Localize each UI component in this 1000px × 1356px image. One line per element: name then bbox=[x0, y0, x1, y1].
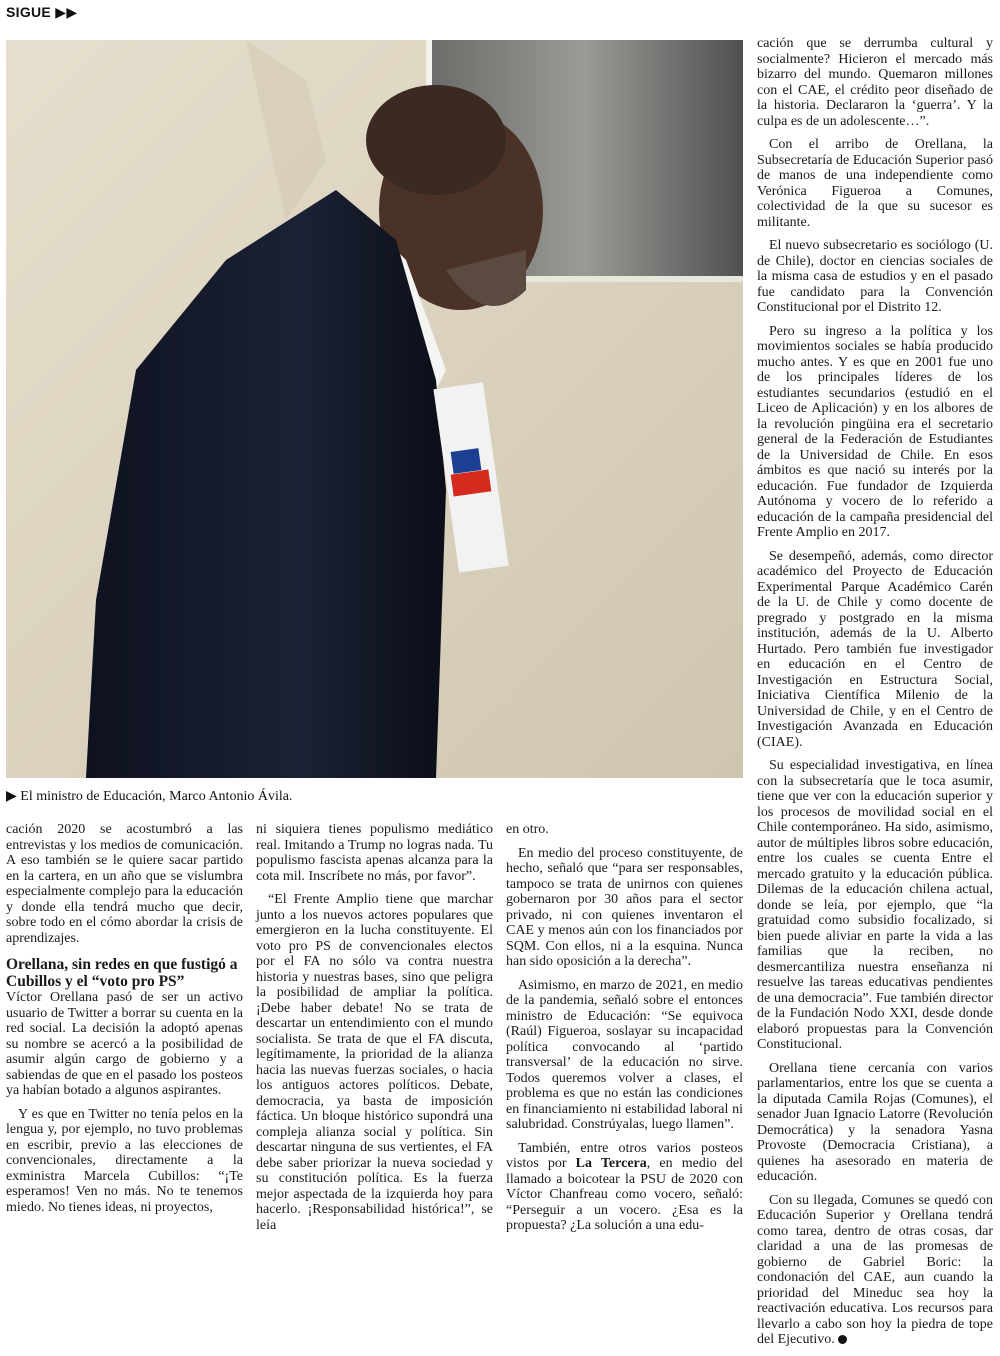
subheading: Orellana, sin redes en que fustigó a Cubillos y el “voto pro PS” bbox=[6, 956, 238, 990]
paragraph bbox=[757, 1193, 993, 1348]
article-column-2 bbox=[256, 822, 493, 1241]
paragraph: Asimismo, en marzo de 2021, en medio de la pandemia, señaló sobre el entonces ministro de Educación: “Se equivoca (Raúl) Figueroa, soslayar su incapacidad política convocando al ‘partido transversal’ de la educación no sirve. Todos queremos volver a clases, el problema es que no están las condiciones en financiamiento ni estabilidad laboral ni salubridad. Constrúyalas, luego llamen”. bbox=[506, 977, 743, 1132]
paragraph: “El Frente Amplio tiene que marchar junto a los nuevos actores populares que emergieron en la lucha constituyente. El voto pro PS de convencionales electos por el FA no sólo va contra nuestra historia y nuestras bases, sino que peligra la posibilidad de ampliar la política. ¡Debe haber debate! No se trata de descartar un entendimiento con el mundo socialista. Se trata de que el FA discuta, legítimamente, la prioridad de la alianza hacia las nuevas fuerzas sociales, o hacia los antiguos actores políticos. Debate, democracia, ya basta de imposición fáctica. Un bloque histórico supondrá una compleja alianza social y política. Sin descartar ninguna de sus vertientes, el FA debe saber priorizar la nueva sociedad y su constitución política. Es la fuerza mejor aspectada de la izquierda hoy para hacerlo. ¡Responsabilidad histórica!”, se leía bbox=[256, 892, 493, 1233]
paragraph: Pero su ingreso a la política y los movimientos sociales se había producido mucho antes. Y es que en 2001 fue uno de los principales líderes de los estudiantes secundarios (estudió en el Liceo de Aplicación) y en los albores de la revolución pingüina era el secretario general de la Federación de Estudiantes de la Universidad de Chile. En esos ámbitos es que nació su interés por la educación. Fue fundador de Izquierda Autónoma y vocero de lo referido a educación de la campaña presidencial del Frente Amplio en 2017. bbox=[757, 323, 993, 540]
paragraph: cación 2020 se acostumbró a las entrevistas y los medios de comunicación. A eso también se le quiere sacar partido en la cartera, en un año que se vislumbra especialmente complejo para la educación y donde ella tendrá mucho que decir, sobre todo en el cómo abordar la crisis de aprendizajes. bbox=[6, 822, 243, 946]
photo-caption: ▶ El ministro de Educación, Marco Antonio Ávila. bbox=[6, 789, 293, 804]
paragraph: en otro. bbox=[506, 822, 549, 837]
article-column-1 bbox=[6, 822, 243, 1223]
section-kicker: SIGUE ▶▶ bbox=[6, 4, 78, 20]
paragraph: Con el arribo de Orellana, la Subsecretaría de Educación Superior pasó de manos de una independiente como Verónica Figueroa a Comunes, colectividad de la que su sucesor es militante. bbox=[757, 137, 993, 230]
publication-name: La Tercera bbox=[575, 1156, 647, 1171]
text-run: Con su llegada, Comunes se quedó con Educación Superior y Orellana tendrá como tarea, dentro de otras cosas, dar claridad a una de las promesas de gobierno de Gabriel Boric: la condonación del CAE, aun cuando la prioridad del Mineduc sea hoy la reactivación educativa. Los recursos para llevarlo a cabo son hoy la piedra de tope del Ejecutivo. bbox=[757, 1192, 993, 1347]
paragraph: Orellana tiene cercanía con varios parlamentarios, entre los que se cuenta a la diputada Camila Rojas (Comunes), el senador Juan Ignacio Latorre (Revolución Democrática) y la senadora Yasna Provoste (Democracia Cristiana), a quienes ha asesorado en materia de educación. bbox=[757, 1060, 993, 1184]
text-run: También, entre otros varios posteos vistos por bbox=[506, 1140, 743, 1171]
paragraph: En medio del proceso constituyente, de hecho, señaló que “para ser responsables, tampoco se trata de unirnos con quienes gobernaron por 30 años para el sector privado, ni con quienes inventaron el CAE y menos aún con los financiados por SQM. Con ellos, ni a la esquina. Nunca han sido oposición a la derecha”. bbox=[506, 845, 743, 969]
paragraph bbox=[506, 1141, 743, 1234]
article-column-3 bbox=[506, 822, 743, 1242]
article-column-4 bbox=[757, 36, 993, 1356]
paragraph: cación que se derrumba cultural y socialmente? Hicieron el mercado más bizarro del mundo. Quemaron millones con el CAE, el crédito peor diseñado de la historia. Declararon la ‘guerra’. Y la culpa es de un adolescente…”. bbox=[757, 36, 993, 129]
paragraph: Víctor Orellana pasó de ser un activo usuario de Twitter a borrar su cuenta en la red social. La decisión la adoptó apenas su nombre se acercó a la posibilidad de asumir algún cargo de gobierno y a sabiendas de que en el pasado los posteos ya habían botado a algunos aspirantes. bbox=[6, 990, 243, 1098]
paragraph: Su especialidad investigativa, en línea con la subsecretaría que le toca asumir, tiene que ver con la educación superior y los procesos de movilidad social en el Chile contemporáneo. Ha sido, asimismo, autor de múltiples libros sobre educación, entre los cuales se cuenta Entre el mercado gratuito y la educación pública. Dilemas de la educación chilena actual, donde se leía, por ejemplo, que “la gratuidad como subsidio focalizado, si bien puede aliviar en parte la vida a las familias que la reciben, no desmercantiliza nuestra enseñanza ni resuelve las tareas educativas pendientes de una democracia”. Fue también director de la Fundación Nodo XXI, desde donde elaboró propuestas para la Convención Constitucional. bbox=[757, 758, 993, 1052]
end-of-article-icon bbox=[838, 1335, 847, 1344]
article-photo bbox=[6, 40, 743, 778]
paragraph: Y es que en Twitter no tenía pelos en la lengua y, por ejemplo, no tuvo problemas en escribir, previo a las elecciones de convencionales, directamente a la exministra Marcela Cubillos: “¡Te esperamos! Ven no más. No te tenemos miedo. No tienes ideas, ni proyectos, bbox=[6, 1106, 243, 1215]
text-run: , en medio del llamado a boicotear la PSU de 2020 con Víctor Chanfreau como vocero, señaló: “Perseguir a un vocero. ¿Esa es la propuesta? ¿La solución a una edu- bbox=[506, 1156, 743, 1233]
paragraph: El nuevo subsecretario es sociólogo (U. de Chile), doctor en ciencias sociales de la misma casa de estudios y en el pasado fue candidato para la Convención Constitucional por el Distrito 12. bbox=[757, 238, 993, 315]
paragraph: ni siquiera tienes populismo mediático real. Imitando a Trump no logras nada. Tu populismo fascista apenas alcanza para la cota mil. Inscríbete no más, por favor”. bbox=[256, 822, 493, 884]
paragraph: Se desempeñó, además, como director académico del Proyecto de Educación Experimental Parque Académico Carén de la U. de Chile y como docente de pregrado y postgrado en la misma institución, además de la U. Alberto Hurtado. Pero también fue investigador en educación en el Centro de Investigación en Estructura Social, Iniciativa Científica Milenio de la Universidad de Chile, y en el Centro de Investigación Avanzada en Educación (CIAE). bbox=[757, 548, 993, 750]
